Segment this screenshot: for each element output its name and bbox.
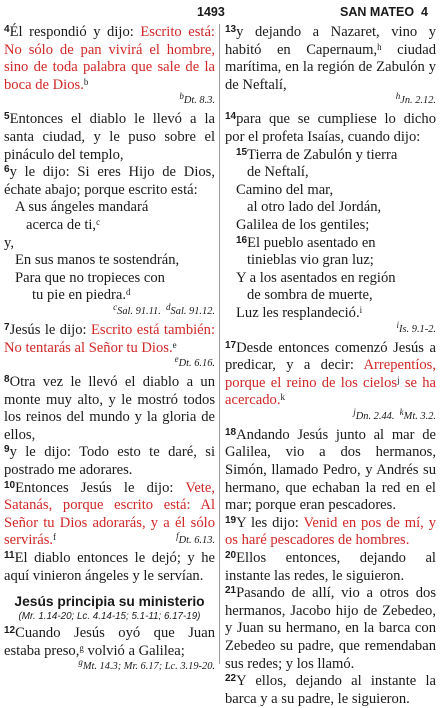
verse-12: $^{12}$Cuando Jesús oyó que Juan estaba preso,$^g$ volvió a Galilea; xyxy=(4,625,215,659)
verse-15: $^{15}$Tierra de Zabulón y tierra de Neftalí, Camino del mar, al otro lado del Jordán, Galilea de los gentiles; xyxy=(236,146,398,233)
cross-reference: $^j$Dn. 2.44. $^k$Mt. 3.2. xyxy=(353,406,436,422)
verse-number: 11 xyxy=(4,550,15,562)
verse-number: 16 xyxy=(236,234,248,246)
words-of-jesus: Escrito está: No sólo de pan vivirá el hombre, sino de toda palabra que sale de la boca de Dios. xyxy=(4,24,215,93)
verse-11: $^{11}$El diablo entonces le dejó; y he aquí vinieron ángeles y le servían. xyxy=(4,550,215,584)
footnote-marker: f xyxy=(53,532,57,543)
right-column xyxy=(225,24,436,708)
verse-6: $^6$y le dijo: Si eres Hijo de Dios, échate abajo; porque escrito está: xyxy=(4,164,215,198)
cross-reference: $^e$Dt. 6.16. xyxy=(174,354,215,370)
verse-20: $^{20}$Ellos entonces, dejando al instante las redes, le siguieron. xyxy=(225,550,436,584)
verse-19: $^{19}$Y les dijo: Venid en pos de mí, y os haré pescadores de hombres. xyxy=(225,514,436,549)
book-name: SAN MATEO xyxy=(340,5,415,19)
running-header xyxy=(340,5,428,19)
verse-number: 8 xyxy=(4,374,10,386)
verse-5: $^5$Entonces el diablo le llevó a la santa ciudad, y le puso sobre el pináculo del templo, xyxy=(4,111,215,163)
verse-13: $^{13}$y dejando a Nazaret, vino y habitó en Capernaum,$^h$ ciudad marítima, en la región de Zabulón y de Neftalí, xyxy=(225,24,436,93)
left-column xyxy=(4,24,215,677)
words-of-jesus: Venid en pos de mí, y os haré pescadores de hombres. xyxy=(225,514,436,549)
verse-number: 20 xyxy=(225,550,237,562)
chapter-number: 4 xyxy=(421,5,428,19)
verse-10: $^{10}$Entonces Jesús le dijo: Vete, Satanás, porque escrito está: Al Señor tu Dios adorarás, y a él sólo servirás.$^f$ $^f$Dt. 6.13. xyxy=(4,479,215,549)
words-of-jesus: se ha acercado. xyxy=(225,374,436,409)
verse-number: 13 xyxy=(225,24,237,35)
verse-number: 9 xyxy=(4,444,10,456)
verse-4: $^4$Él respondió y dijo: Escrito está: No sólo de pan vivirá el hombre, sino de toda palabra que sale de la boca de Dios.$^b$ xyxy=(4,24,215,93)
poetry-quote: A sus ángeles mandará acerca de ti,$^c$ y, En sus manos te sostendrán, Para que no tropieces con tu pie en piedra.$^d$ xyxy=(4,199,180,304)
verse-number: 22 xyxy=(225,673,237,685)
parallel-references: (Mr. 1.14-20; Lc. 4.14-15; 5.1-11; 6.17-19) xyxy=(18,611,201,623)
footnote-marker: k xyxy=(280,392,285,403)
verse-18: $^{18}$Andando Jesús junto al mar de Galilea, vio a dos hermanos, Simón, llamado Pedro, y Andrés su hermano, que echaban la red en el mar; porque eran pescadores. xyxy=(225,426,436,514)
footnote-marker: e xyxy=(172,339,177,350)
verse-number: 15 xyxy=(236,146,248,158)
verse-17: $^{17}$Desde entonces comenzó Jesús a predicar, y a decir: Arrepentíos, porque el reino de los cielos$^j$ se ha acercado.$^k$ xyxy=(225,339,436,409)
verse-number: 10 xyxy=(4,479,16,491)
verse-14: $^{14}$para que se cumpliese lo dicho por el profeta Isaías, cuando dijo: xyxy=(225,111,436,145)
cross-reference: $^b$Dt. 8.3. xyxy=(179,91,215,107)
cross-reference: $^i$Is. 9.1-2. xyxy=(396,319,436,335)
footnote-marker: c xyxy=(96,216,101,227)
verse-number: 21 xyxy=(225,585,237,597)
verse-number: 5 xyxy=(4,111,10,123)
words-of-jesus: Escrito está también: No tentarás al Señor tu Dios. xyxy=(4,321,215,356)
verse-number: 7 xyxy=(4,321,10,333)
footnote-marker: j xyxy=(397,374,400,385)
page-number: 1493 xyxy=(197,5,225,19)
footnote-marker: g xyxy=(79,642,84,653)
footnote-marker: b xyxy=(83,76,89,87)
verse-21: $^{21}$Pasando de allí, vio a otros dos hermanos, Jacobo hijo de Zebedeo, y Juan su hermano, en la barca con Zebedeo su padre, que remendaban sus redes; y los llamó. xyxy=(225,585,436,672)
footnote-marker: d xyxy=(126,287,131,298)
verse-16: $^{16}$El pueblo asentado en tinieblas vio gran luz; Y a los asentados en región de sombra de muerte, Luz les resplandeció.$^i$ xyxy=(236,234,396,321)
verse-number: 19 xyxy=(225,514,237,526)
footnote-marker: h xyxy=(377,41,382,52)
words-of-jesus: Vete, Satanás, porque escrito está: Al Señor tu Dios adorarás, y a él sólo servirás. xyxy=(4,479,215,549)
section-heading: Jesús principia su ministerio xyxy=(14,594,205,610)
verse-number: 18 xyxy=(225,426,237,438)
cross-reference: $^h$Jn. 2.12. xyxy=(395,91,436,107)
verse-7: $^7$Jesús le dijo: Escrito está también: No tentarás al Señor tu Dios.$^e$ xyxy=(4,321,215,356)
verse-number: 6 xyxy=(4,164,10,176)
verse-number: 4 xyxy=(4,24,10,35)
verse-number: 17 xyxy=(225,339,237,351)
cross-reference: $^g$Mt. 14.3; Mr. 6.17; Lc. 3.19-20. xyxy=(78,657,215,673)
verse-9: $^9$y le dijo: Todo esto te daré, si postrado me adorares. xyxy=(4,444,215,479)
verse-number: 14 xyxy=(225,111,237,123)
verse-8: $^8$Otra vez le llevó el diablo a un monte muy alto, y le mostró todos los reinos del mundo y la gloria de ellos, xyxy=(4,374,215,443)
words-of-jesus: Arrepentíos, porque el reino de los cielos xyxy=(225,357,436,391)
verse-number: 12 xyxy=(4,625,16,637)
column-divider xyxy=(219,24,220,664)
cross-reference: $^c$Sal. 91.11. $^d$Sal. 91.12. xyxy=(113,301,215,317)
cross-reference: $^f$Dt. 6.13. xyxy=(176,531,215,547)
verse-22: $^{22}$Y ellos, dejando al instante la barca y a su padre, le siguieron. xyxy=(225,673,436,707)
footnote-marker: i xyxy=(359,304,363,315)
